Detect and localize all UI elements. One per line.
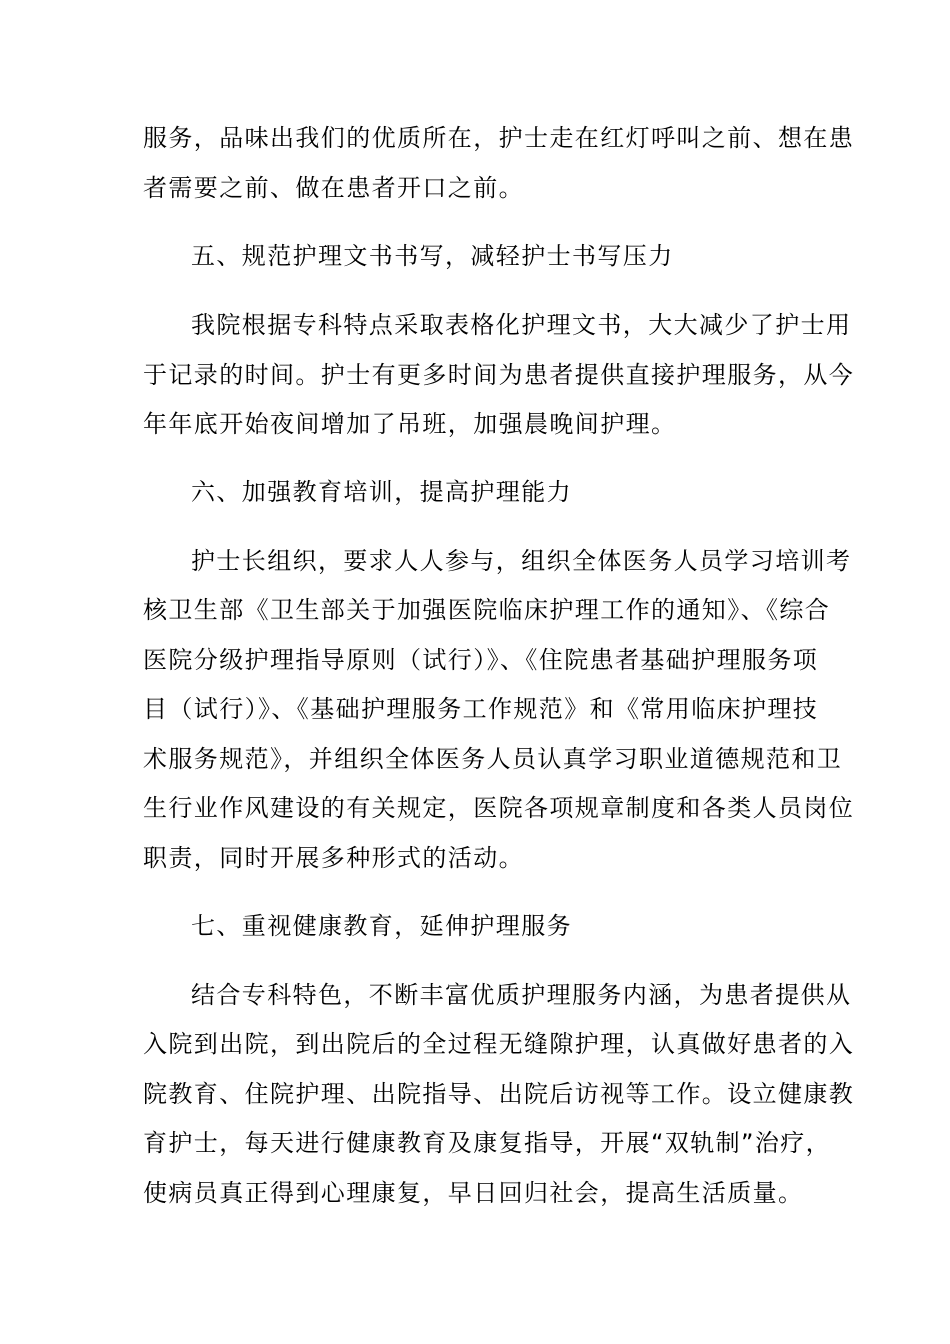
paragraph-line: 于记录的时间。护士有更多时间为患者提供直接护理服务，从今 (143, 361, 855, 389)
paragraph-line: 职责，同时开展多种形式的活动。 (143, 844, 524, 872)
paragraph-line: 医院分级护理指导原则（试行）》、《住院患者基础护理服务项 (143, 646, 819, 674)
paragraph-line: 护士长组织，要求人人参与，组织全体医务人员学习培训考 (191, 547, 852, 575)
paragraph-line: 目（试行）》、《基础护理服务工作规范》和《常用临床护理技 (143, 695, 819, 723)
section-heading: 五、规范护理文书书写，减轻护士书写压力 (191, 242, 674, 270)
paragraph-line: 育护士，每天进行健康教育及康复指导，开展“双轨制”治疗， (143, 1129, 832, 1157)
paragraph-line: 生行业作风建设的有关规定，医院各项规章制度和各类人员岗位 (143, 794, 855, 822)
section-heading: 七、重视健康教育，延伸护理服务 (191, 912, 572, 940)
paragraph-line: 术服务规范》，并组织全体医务人员认真学习职业道德规范和卫 (143, 745, 843, 773)
paragraph-line: 我院根据专科特点采取表格化护理文书，大大减少了护士用 (191, 311, 852, 339)
paragraph-line: 院教育、住院护理、出院指导、出院后访视等工作。设立健康教 (143, 1080, 855, 1108)
section-heading: 六、加强教育培训，提高护理能力 (191, 478, 572, 506)
paragraph-line: 入院到出院，到出院后的全过程无缝隙护理，认真做好患者的入 (143, 1030, 855, 1058)
paragraph-line: 核卫生部《卫生部关于加强医院临床护理工作的通知》、《综合 (143, 596, 831, 624)
paragraph-line: 年年底开始夜间增加了吊班，加强晨晚间护理。 (143, 410, 677, 438)
paragraph-line: 使病员真正得到心理康复，早日回归社会，提高生活质量。 (143, 1179, 804, 1207)
paragraph-line: 服务，品味出我们的优质所在，护士走在红灯呼叫之前、想在患 (143, 124, 855, 152)
paragraph-line: 结合专科特色，不断丰富优质护理服务内涵，为患者提供从 (191, 981, 852, 1009)
paragraph-line: 者需要之前、做在患者开口之前。 (143, 174, 524, 202)
